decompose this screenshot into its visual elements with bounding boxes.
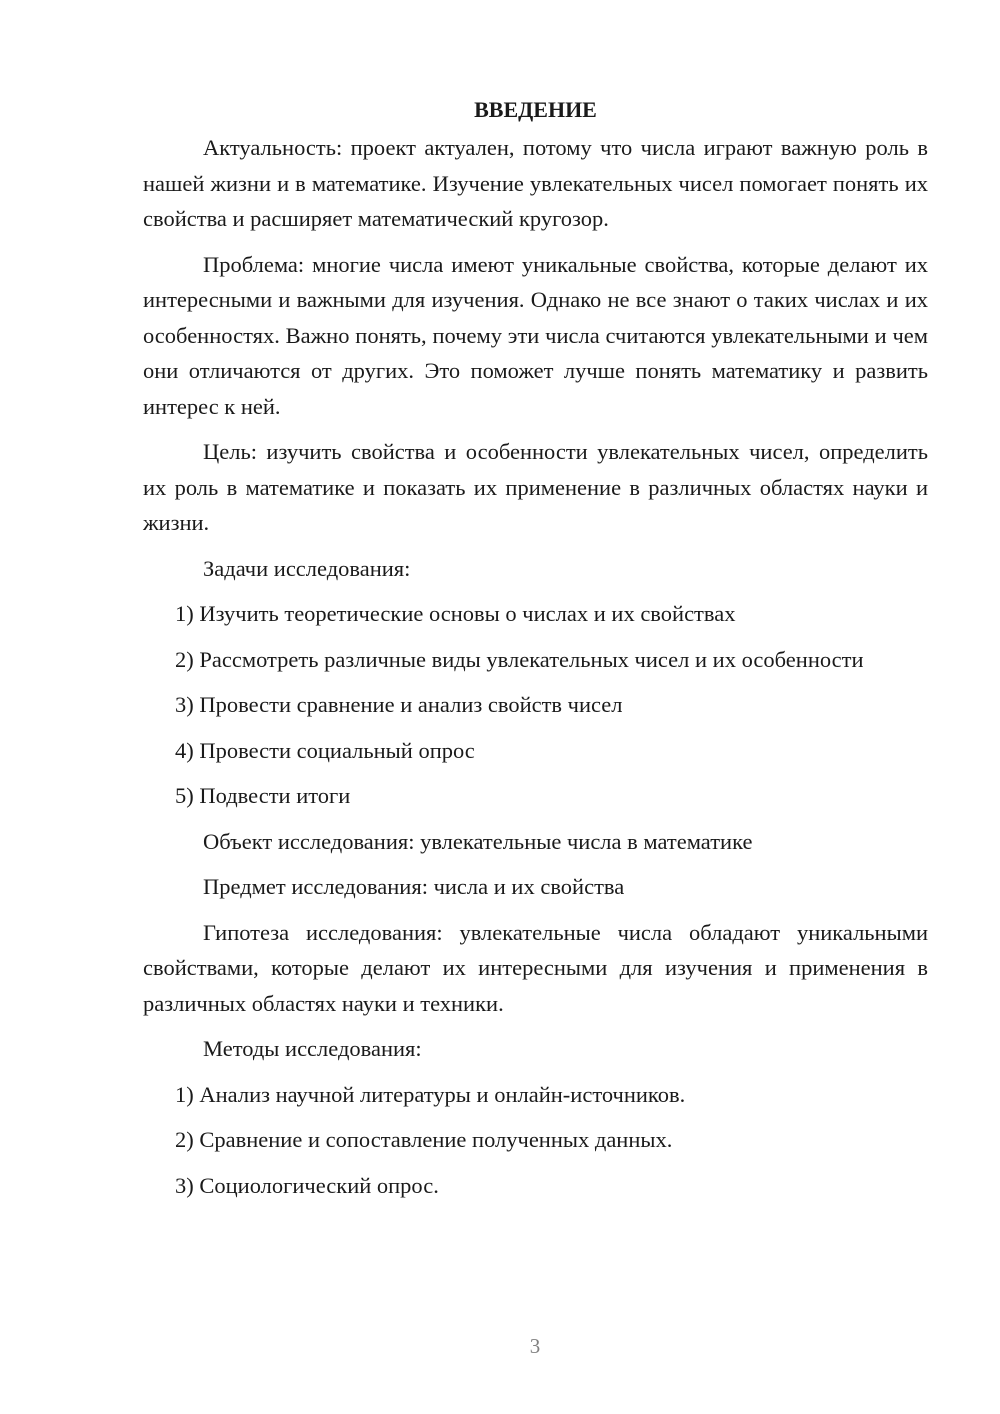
task-item: 4) Провести социальный опрос — [175, 737, 475, 763]
task-item: 3) Провести сравнение и анализ свойств чисел — [175, 692, 623, 717]
task-item: 2) Рассмотреть различные виды увлекательных чисел и их особенности — [175, 646, 864, 672]
methods-heading: Методы исследования: — [203, 1036, 422, 1061]
relevance-paragraph: Актуальность: проект актуален, потому что числа играют важную роль в нашей жизни и в математике. Изучение увлекательных чисел помогает понять их свойства и расширяет математический кругозор. — [143, 135, 928, 231]
method-item: 3) Социологический опрос. — [175, 1172, 439, 1198]
method-item: 1) Анализ научной литературы и онлайн-источников. — [175, 1081, 686, 1107]
subject-line: Предмет исследования: числа и их свойства — [203, 874, 625, 899]
hypothesis-paragraph: Гипотеза исследования: увлекательные числа обладают уникальными свойствами, которые делают их интересными для изучения и применения в различных областях науки и техники. — [143, 919, 928, 1016]
problem-paragraph: Проблема: многие числа имеют уникальные свойства, которые делают их интересными и важными для изучения. Однако не все знают о таких числах и их особенностях. Важно понять, почему эти числа считаются увлекательными и чем они отличаются от других. Это поможет лучше понять математику и развить интерес к ней. — [143, 251, 928, 419]
section-title: ВВЕДЕНИЕ — [474, 97, 597, 122]
page-content — [143, 92, 928, 1213]
object-line: Объект исследования: увлекательные числа в математике — [203, 828, 753, 854]
page-number: 3 — [529, 1334, 541, 1358]
task-item: 1) Изучить теоретические основы о числах и их свойствах — [175, 601, 736, 626]
task-item: 5) Подвести итоги — [175, 783, 351, 808]
method-item: 2) Сравнение и сопоставление полученных данных. — [175, 1127, 673, 1152]
goal-paragraph: Цель: изучить свойства и особенности увлекательных чисел, определить их роль в математике и показать их применение в различных областях науки и жизни. — [143, 439, 928, 535]
tasks-heading: Задачи исследования: — [203, 555, 411, 581]
